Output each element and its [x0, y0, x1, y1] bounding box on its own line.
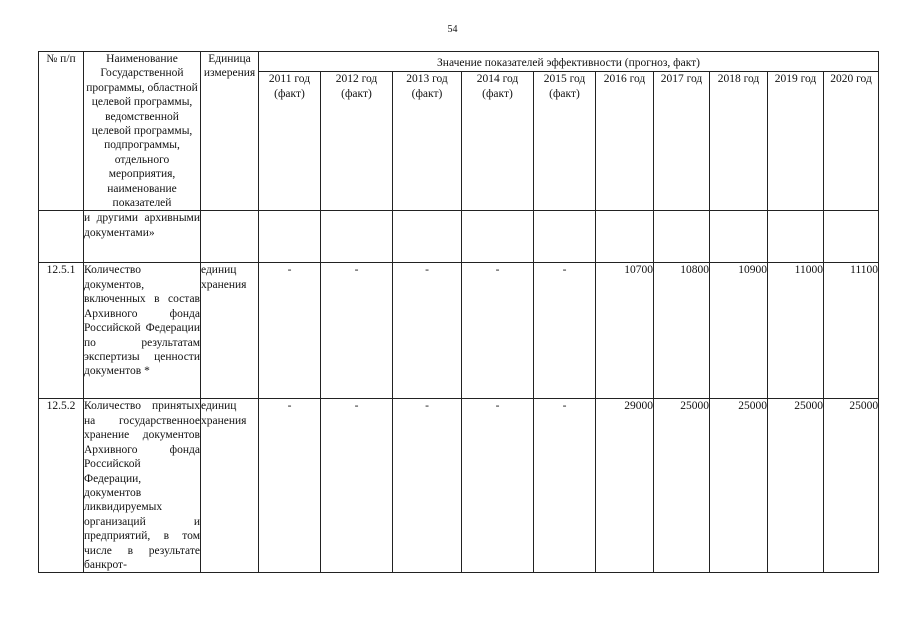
- indicators-table: [38, 51, 879, 573]
- year-header-2011: 2011 год (факт): [259, 72, 321, 211]
- value-2018: 10900: [710, 263, 768, 399]
- row-indicator-name: Количество документов, включенных в состав Архивного фонда Российской Федерации по результатам экспертизы ценности документов *: [84, 263, 201, 399]
- value-2014: -: [462, 263, 534, 399]
- value-2013: -: [393, 263, 462, 399]
- header-number: № п/п: [39, 52, 84, 211]
- value-2015: -: [534, 263, 596, 399]
- value-2013: -: [393, 399, 462, 573]
- header-row: [39, 52, 879, 72]
- header-name: Наименование Государственной программы, областной целевой программы, ведомственной целевой программы, подпрограммы, отдельного мероприятия, наименование показателей: [84, 52, 201, 211]
- value-2019: 25000: [768, 399, 824, 573]
- header-unit: Единица измерения: [201, 52, 259, 211]
- table-row: [39, 399, 879, 573]
- value-2015: -: [534, 399, 596, 573]
- value-2018: 25000: [710, 399, 768, 573]
- value-2020: 25000: [824, 399, 879, 573]
- row-number: 12.5.1: [39, 263, 84, 399]
- continuation-text: и другими архивными документами»: [84, 211, 201, 263]
- year-header-2020: 2020 год: [824, 72, 879, 211]
- value-2016: 10700: [596, 263, 654, 399]
- page-number: 54: [447, 24, 458, 35]
- year-header-2012: 2012 год (факт): [321, 72, 393, 211]
- year-header-2016: 2016 год: [596, 72, 654, 211]
- row-indicator-name: Количество принятых на государственное хранение документов Архивного фонда Российской Федерации, документов ликвидируемых организаций и предприятий, в том числе в результате банкрот-: [84, 400, 200, 571]
- year-header-2014: 2014 год (факт): [462, 72, 534, 211]
- value-2011: -: [259, 263, 321, 399]
- value-2020: 11100: [824, 263, 879, 399]
- value-2014: -: [462, 399, 534, 573]
- table-row: [39, 263, 879, 399]
- year-header-2019: 2019 год: [768, 72, 824, 211]
- year-header-2013: 2013 год (факт): [393, 72, 462, 211]
- value-2019: 11000: [768, 263, 824, 399]
- value-2016: 29000: [596, 399, 654, 573]
- year-header-2015: 2015 год (факт): [534, 72, 596, 211]
- value-2012: -: [321, 263, 393, 399]
- row-unit: единиц хранения: [201, 399, 259, 573]
- value-2011: -: [259, 399, 321, 573]
- value-2012: -: [321, 399, 393, 573]
- table-row-continuation: [39, 211, 879, 263]
- row-unit: единиц хранения: [201, 263, 259, 399]
- value-2017: 10800: [654, 263, 710, 399]
- year-header-2018: 2018 год: [710, 72, 768, 211]
- row-number: 12.5.2: [39, 399, 84, 573]
- year-header-2017: 2017 год: [654, 72, 710, 211]
- header-values: Значение показателей эффективности (прогноз, факт): [259, 52, 879, 72]
- value-2017: 25000: [654, 399, 710, 573]
